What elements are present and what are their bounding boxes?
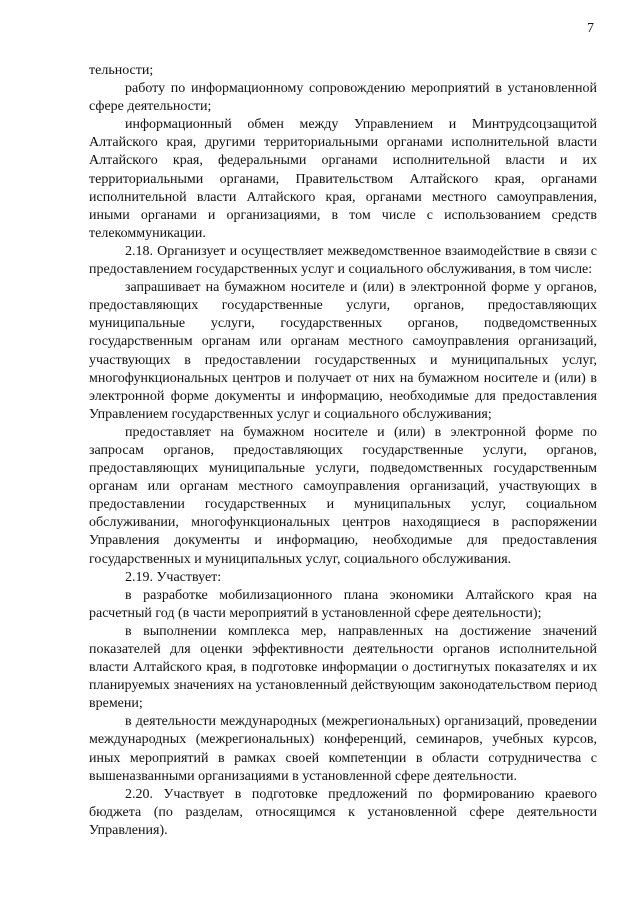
paragraph-continuation: тельности; [89, 63, 154, 78]
page-number: 7 [587, 21, 594, 36]
paragraph-mobilization-plan: в разработке мобилизационного плана экономики Алтайского края на расчетный год (в части мероприятий в установленной сфере деятельности); [89, 587, 597, 621]
paragraph-clause-2-18: 2.18. Организует и осуществляет межведомственное взаимодействие в связи с предоставлением государственных услуг и социального обслуживания, в том числе: [89, 243, 597, 278]
document-body [89, 62, 597, 840]
paragraph-provides: предоставляет на бумажном носителе и (или) в электронной форме по запросам органов, предоставляющих государственные услуги, органов, предоставляющих муниципальные услуги, подведомственных государственным органам или органам местного самоуправления организаций, участвующих в предоставлении государственных и муниципальных услуг, социальном обслуживании, многофункциональных центров находящиеся в распоряжении Управления документы и информацию, необходимые для предоставления государственных и муниципальных услуг, социального обслуживания. [89, 424, 597, 567]
paragraph-requests: запрашивает на бумажном носителе и (или) в электронной форме у органов, предоставляющих государственные услуги, органов, предоставляющих муниципальные услуги, государственных органов, подведомственных государственным органам или органам местного самоуправления организаций, участвующих в предоставлении государственных и муниципальных услуг, многофункциональных центров и получает от них на бумажном носителе и (или) в электронной форме документы и информацию, необходимые для предоставления Управлением государственных услуг и социального обслуживания; [89, 280, 597, 422]
paragraph-international: в деятельности международных (межрегиональных) организаций, проведении международных (межрегиональных) конференций, семинаров, учебных курсов, иных мероприятий в рамках своей компетенции в области сотрудничества с вышеназванными организациями в установленной сфере деятельности. [89, 714, 597, 784]
paragraph-clause-2-20: 2.20. Участвует в подготовке предложений по формированию краевого бюджета (по разделам, относящимся к установленной сфере деятельности Управления). [89, 786, 597, 838]
paragraph-info-exchange: информационный обмен между Управлением и Минтрудсоцзащитой Алтайского края, другими территориальными органами исполнительной власти Алтайского края, федеральными органами исполнительной власти и их территориальными органами, Правительством Алтайского края, органами исполнительной власти Алтайского края, органами местного самоуправления, иными органами и организациями, в том числе с использованием средств телекоммуникации. [89, 117, 597, 241]
paragraph-clause-2-19: 2.19. Участвует: [125, 569, 222, 585]
paragraph-efficiency-measures: в выполнении комплекса мер, направленных на достижение значений показателей для оценки эффективности деятельности органов исполнительной власти Алтайского края, в подготовке информации о достигнутых показателях и их планируемых значениях на установленный действующим законодательством период времени; [89, 623, 597, 712]
paragraph-info-support: работу по информационному сопровождению мероприятий в установленной сфере деятельности; [89, 81, 597, 115]
